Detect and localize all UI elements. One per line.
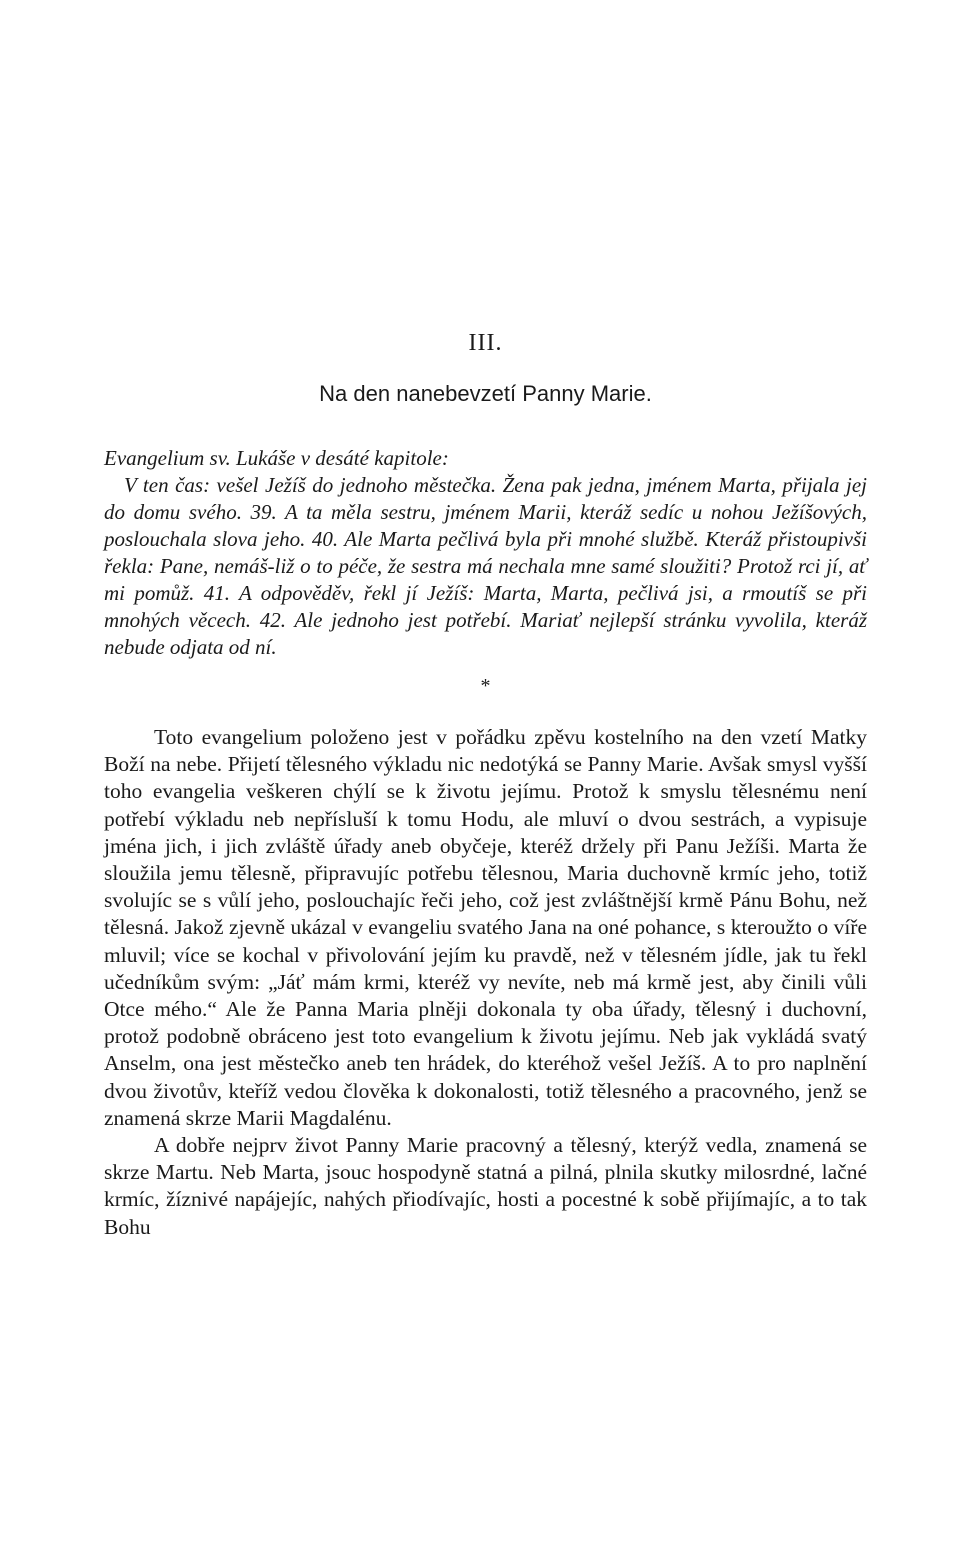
chapter-title: Na den nanebevzetí Panny Marie. [319,381,652,406]
commentary-paragraph-2: A dobře nejprv život Panny Marie pracovný a tělesný, kterýž vedla, znamená se skrze Martu. Neb Marta, jsouc hospodyně statná a pilná, plnila skutky milosrdné, lačné krmíc, žíznivé napájejíc, nahých přiodívajíc, hosti a pocestné k sobě přijímajíc, a to tak Bohu [104,1133,867,1239]
section-separator: * [480,675,491,697]
chapter-number: III. [468,330,503,356]
gospel-heading: Evangelium sv. Lukáše v desáté kapitole: [104,446,449,470]
commentary-paragraph-1: Toto evangelium položeno jest v pořádku zpěvu kostelního na den vzetí Matky Boží na nebe. Přijetí tělesného výkladu nic nedotýká se Panny Marie. Avšak smysl vyšší toho evangelia veškeren chýlí se k životu jejímu. Protož k smyslu tělesnému není potřebí výkladu neb nepřísluší k tomu Hodu, ale mluví o dvou sestrách, a vypisuje jména jich, i jich zvláště úřady aneb obyčeje, kteréž držely při Panu Ježíši. Marta že sloužila jemu tělesně, připravujíc potřebu tělesnou, Maria duchovně krmíc jeho, totiž svolujíc se s vůlí jeho, poslouchajíc řeči jeho, což jest zvláštnější krmě Pánu Bohu, než tělesná. Jakož zjevně ukázal v evangeliu svatého Jana na oné pohance, s kteroužto o víře mluvil; více se kochal v přivolování jejím ku pravdě, než v tělesném jídle, jak tu řekl učedníkům svým: „Jáť mám krmi, kteréž vy nevíte, neb má krmě jest, aby činili vůli Otce mého.“ Ale že Panna Maria plněji dokonala ty oba úřady, tělesný i duchovní, protož podobně obráceno jest toto evangelium k životu jejímu. Neb jak vykládá svatý Anselm, ona jest městečko aneb ten hrádek, do kteréhož vešel Ježíš. A to pro naplnění dvou životův, kteříž vedou člověka k dokonalosti, totiž tělesného a pracovného, jenž se znamená skrze Marii Magdalénu. [104,725,867,1130]
book-page [104,330,867,1241]
gospel-text: V ten čas: vešel Ježíš do jednoho městečka. Žena pak jedna, jménem Marta, přijala jej do domu svého. 39. A ta měla sestru, jménem Marii, kteráž sedíc u nohou Ježíšových, poslouchala slova jeho. 40. Ale Marta pečlivá byla při mnohé službě. Kteráž přistoupivši řekla: Pane, nemáš-liž o to péče, že sestra má nechala mne samé sloužiti? Protož rci jí, ať mi pomůž. 41. A odpověděv, řekl jí Ježíš: Marta, Marta, pečlivá jsi, a rmoutíš se při mnohých věcech. 42. Ale jednoho jest potřebí. Mariať nejlepší stránku vyvolila, kteráž nebude odjata od ní. [104,473,867,659]
